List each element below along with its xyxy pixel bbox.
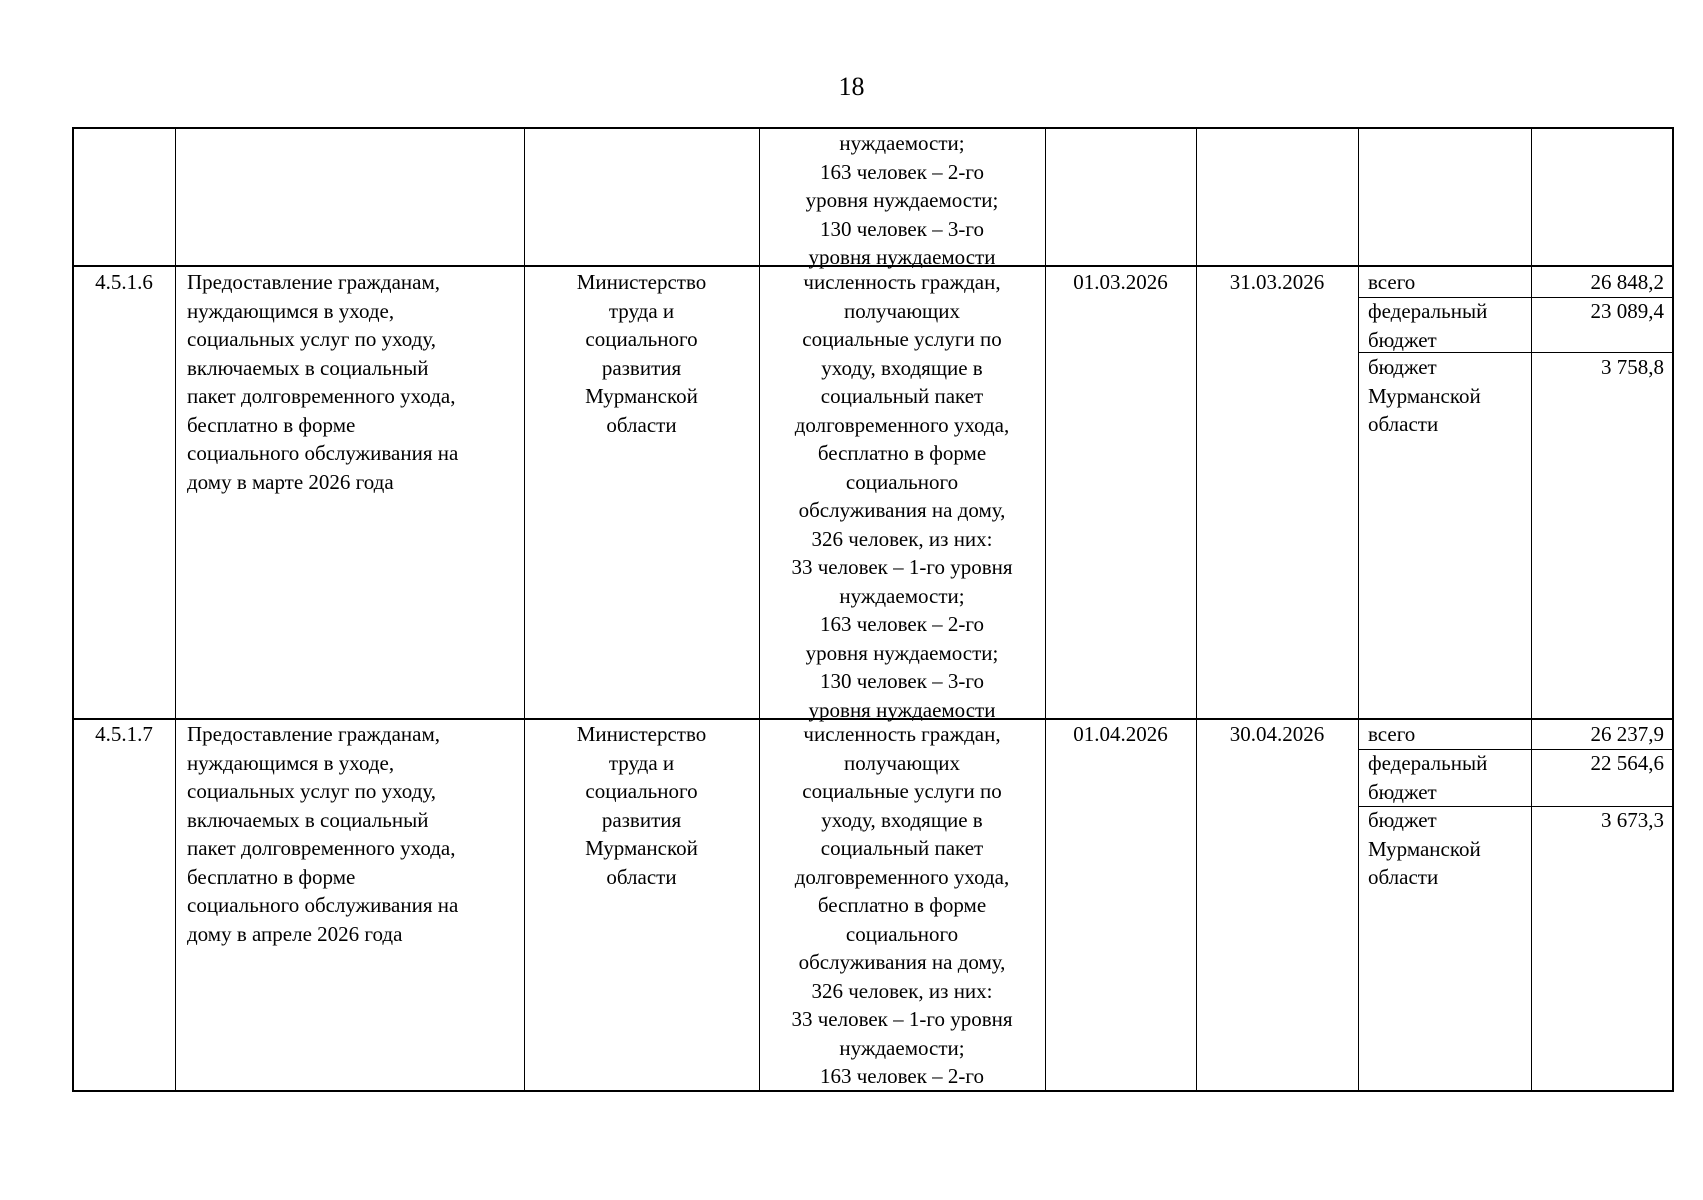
item-number: 4.5.1.6: [95, 270, 153, 294]
end-date: 30.04.2026: [1229, 722, 1325, 746]
funding-amount: 26 848,2: [1590, 270, 1664, 294]
indicator-cell: численность граждан, получающих социальные услуги по уходу, входящие в социальный пакет долговременного ухода, бесплатно в форме социального обслуживания на дому, 326 человек, из них: 33 человек – 1-го уровня нуждаемости; 163 человек – 2-го: [791, 722, 1013, 1088]
funding-source: бюджет Мурманской области: [1368, 355, 1481, 436]
start-date: 01.03.2026: [1073, 270, 1168, 294]
column-divider: [175, 127, 176, 1092]
funding-amount: 23 089,4: [1590, 299, 1664, 323]
executor-cell: Министерство труда и социального развития Мурманской области: [576, 722, 707, 889]
funding-amount: 3 758,8: [1601, 355, 1664, 379]
funding-amount: 26 237,9: [1590, 722, 1664, 746]
page-number: 18: [838, 72, 865, 101]
funding-source: всего: [1368, 722, 1416, 746]
funding-source: бюджет Мурманской области: [1368, 808, 1481, 889]
end-date: 31.03.2026: [1229, 270, 1325, 294]
funding-amount: 3 673,3: [1601, 808, 1664, 832]
indicator-cell: численность граждан, получающих социальные услуги по уходу, входящие в социальный пакет долговременного ухода, бесплатно в форме социального обслуживания на дому, 326 человек, из них: 33 человек – 1-го уровня нуждаемости; 163 человек – 2-го уровня нуждаемости; 130 человек – 3-го уровня нуждаемости: [791, 270, 1013, 722]
column-divider: [1358, 127, 1359, 1092]
funding-source: всего: [1368, 270, 1416, 294]
funding-source: федеральный бюджет: [1368, 751, 1488, 804]
start-date: 01.04.2026: [1073, 722, 1168, 746]
item-name: Предоставление гражданам, нуждающимся в уходе, социальных услуг по уходу, включаемых в социальный пакет долговременного ухода, бесплатно в форме социального обслуживания на дому в апреле 2026 года: [187, 722, 459, 946]
indicator-cell: нуждаемости; 163 человек – 2-го уровня нуждаемости; 130 человек – 3-го уровня нуждаемости: [805, 131, 999, 269]
item-name: Предоставление гражданам, нуждающимся в уходе, социальных услуг по уходу, включаемых в социальный пакет долговременного ухода, бесплатно в форме социального обслуживания на дому в марте 2026 года: [187, 270, 459, 494]
funding-source: федеральный бюджет: [1368, 299, 1488, 352]
executor-cell: Министерство труда и социального развития Мурманской области: [576, 270, 707, 437]
funding-amount: 22 564,6: [1590, 751, 1664, 775]
item-number: 4.5.1.7: [95, 722, 153, 746]
